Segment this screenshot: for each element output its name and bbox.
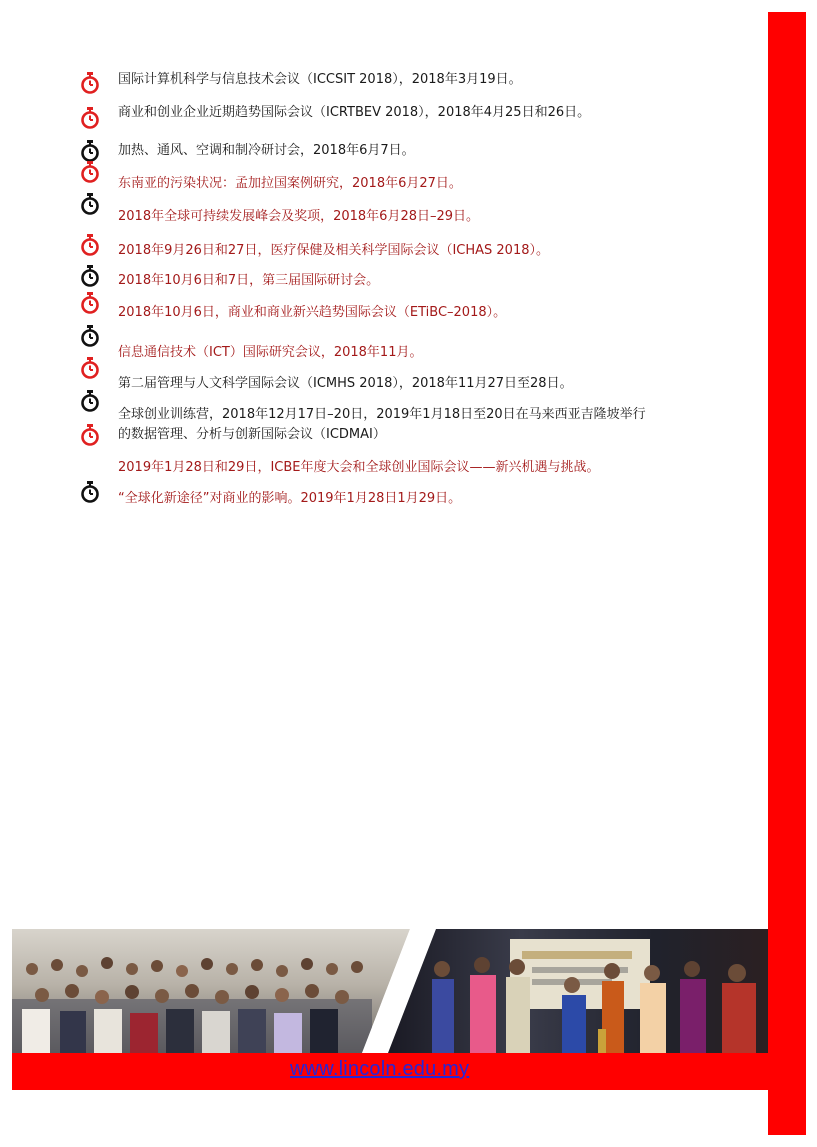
stopwatch-icon — [80, 325, 100, 347]
stopwatch-icon — [80, 161, 100, 183]
event-item: “全球化新途径”对商业的影响。2019年1月28日1月29日。 — [118, 491, 462, 506]
stopwatch-icon — [80, 481, 100, 503]
stopwatch-icon — [80, 193, 100, 215]
stopwatch-icon — [80, 72, 100, 94]
event-item: 2019年1月28日和29日，ICBE年度大会和全球创业国际会议——新兴机遇与挑战。 — [118, 460, 600, 475]
event-item: 商业和创业企业近期趋势国际会议（ICRTBEV 2018），2018年4月25日和26日。 — [118, 105, 591, 120]
stopwatch-icon — [80, 107, 100, 129]
stopwatch-icon — [80, 140, 100, 162]
event-item: 信息通信技术（ICT）国际研究会议，2018年11月。 — [118, 345, 423, 360]
stopwatch-icon — [80, 424, 100, 446]
event-item: 2018年10月6日和7日，第三届国际研讨会。 — [118, 273, 380, 288]
event-item: 全球创业训练营，2018年12月17日–20日，2019年1月18日至20日在马来西亚吉隆坡举行 — [118, 407, 646, 422]
event-photo-strip — [12, 929, 768, 1053]
event-item: 2018年9月26日和27日，医疗保健及相关科学国际会议（ICHAS 2018）。 — [118, 243, 549, 258]
website-link[interactable]: www.lincoln.edu.my — [290, 1058, 470, 1080]
stopwatch-icon — [80, 265, 100, 287]
right-edge-bar — [768, 12, 806, 1135]
stopwatch-icon — [80, 357, 100, 379]
stopwatch-icon — [80, 390, 100, 412]
stopwatch-icon — [80, 292, 100, 314]
event-item: 第二届管理与人文科学国际会议（ICMHS 2018），2018年11月27日至28日。 — [118, 376, 573, 391]
event-item: 国际计算机科学与信息技术会议（ICCSIT 2018），2018年3月19日。 — [118, 72, 522, 87]
event-item-continuation: 的数据管理、分析与创新国际会议（ICDMAI） — [118, 427, 386, 442]
event-item: 2018年10月6日，商业和商业新兴趋势国际会议（ETiBC–2018）。 — [118, 305, 507, 320]
stopwatch-icon — [80, 234, 100, 256]
event-item: 加热、通风、空调和制冷研讨会，2018年6月7日。 — [118, 143, 415, 158]
event-item: 2018年全球可持续发展峰会及奖项，2018年6月28日–29日。 — [118, 209, 480, 224]
event-item: 东南亚的污染状况：孟加拉国案例研究，2018年6月27日。 — [118, 176, 462, 191]
